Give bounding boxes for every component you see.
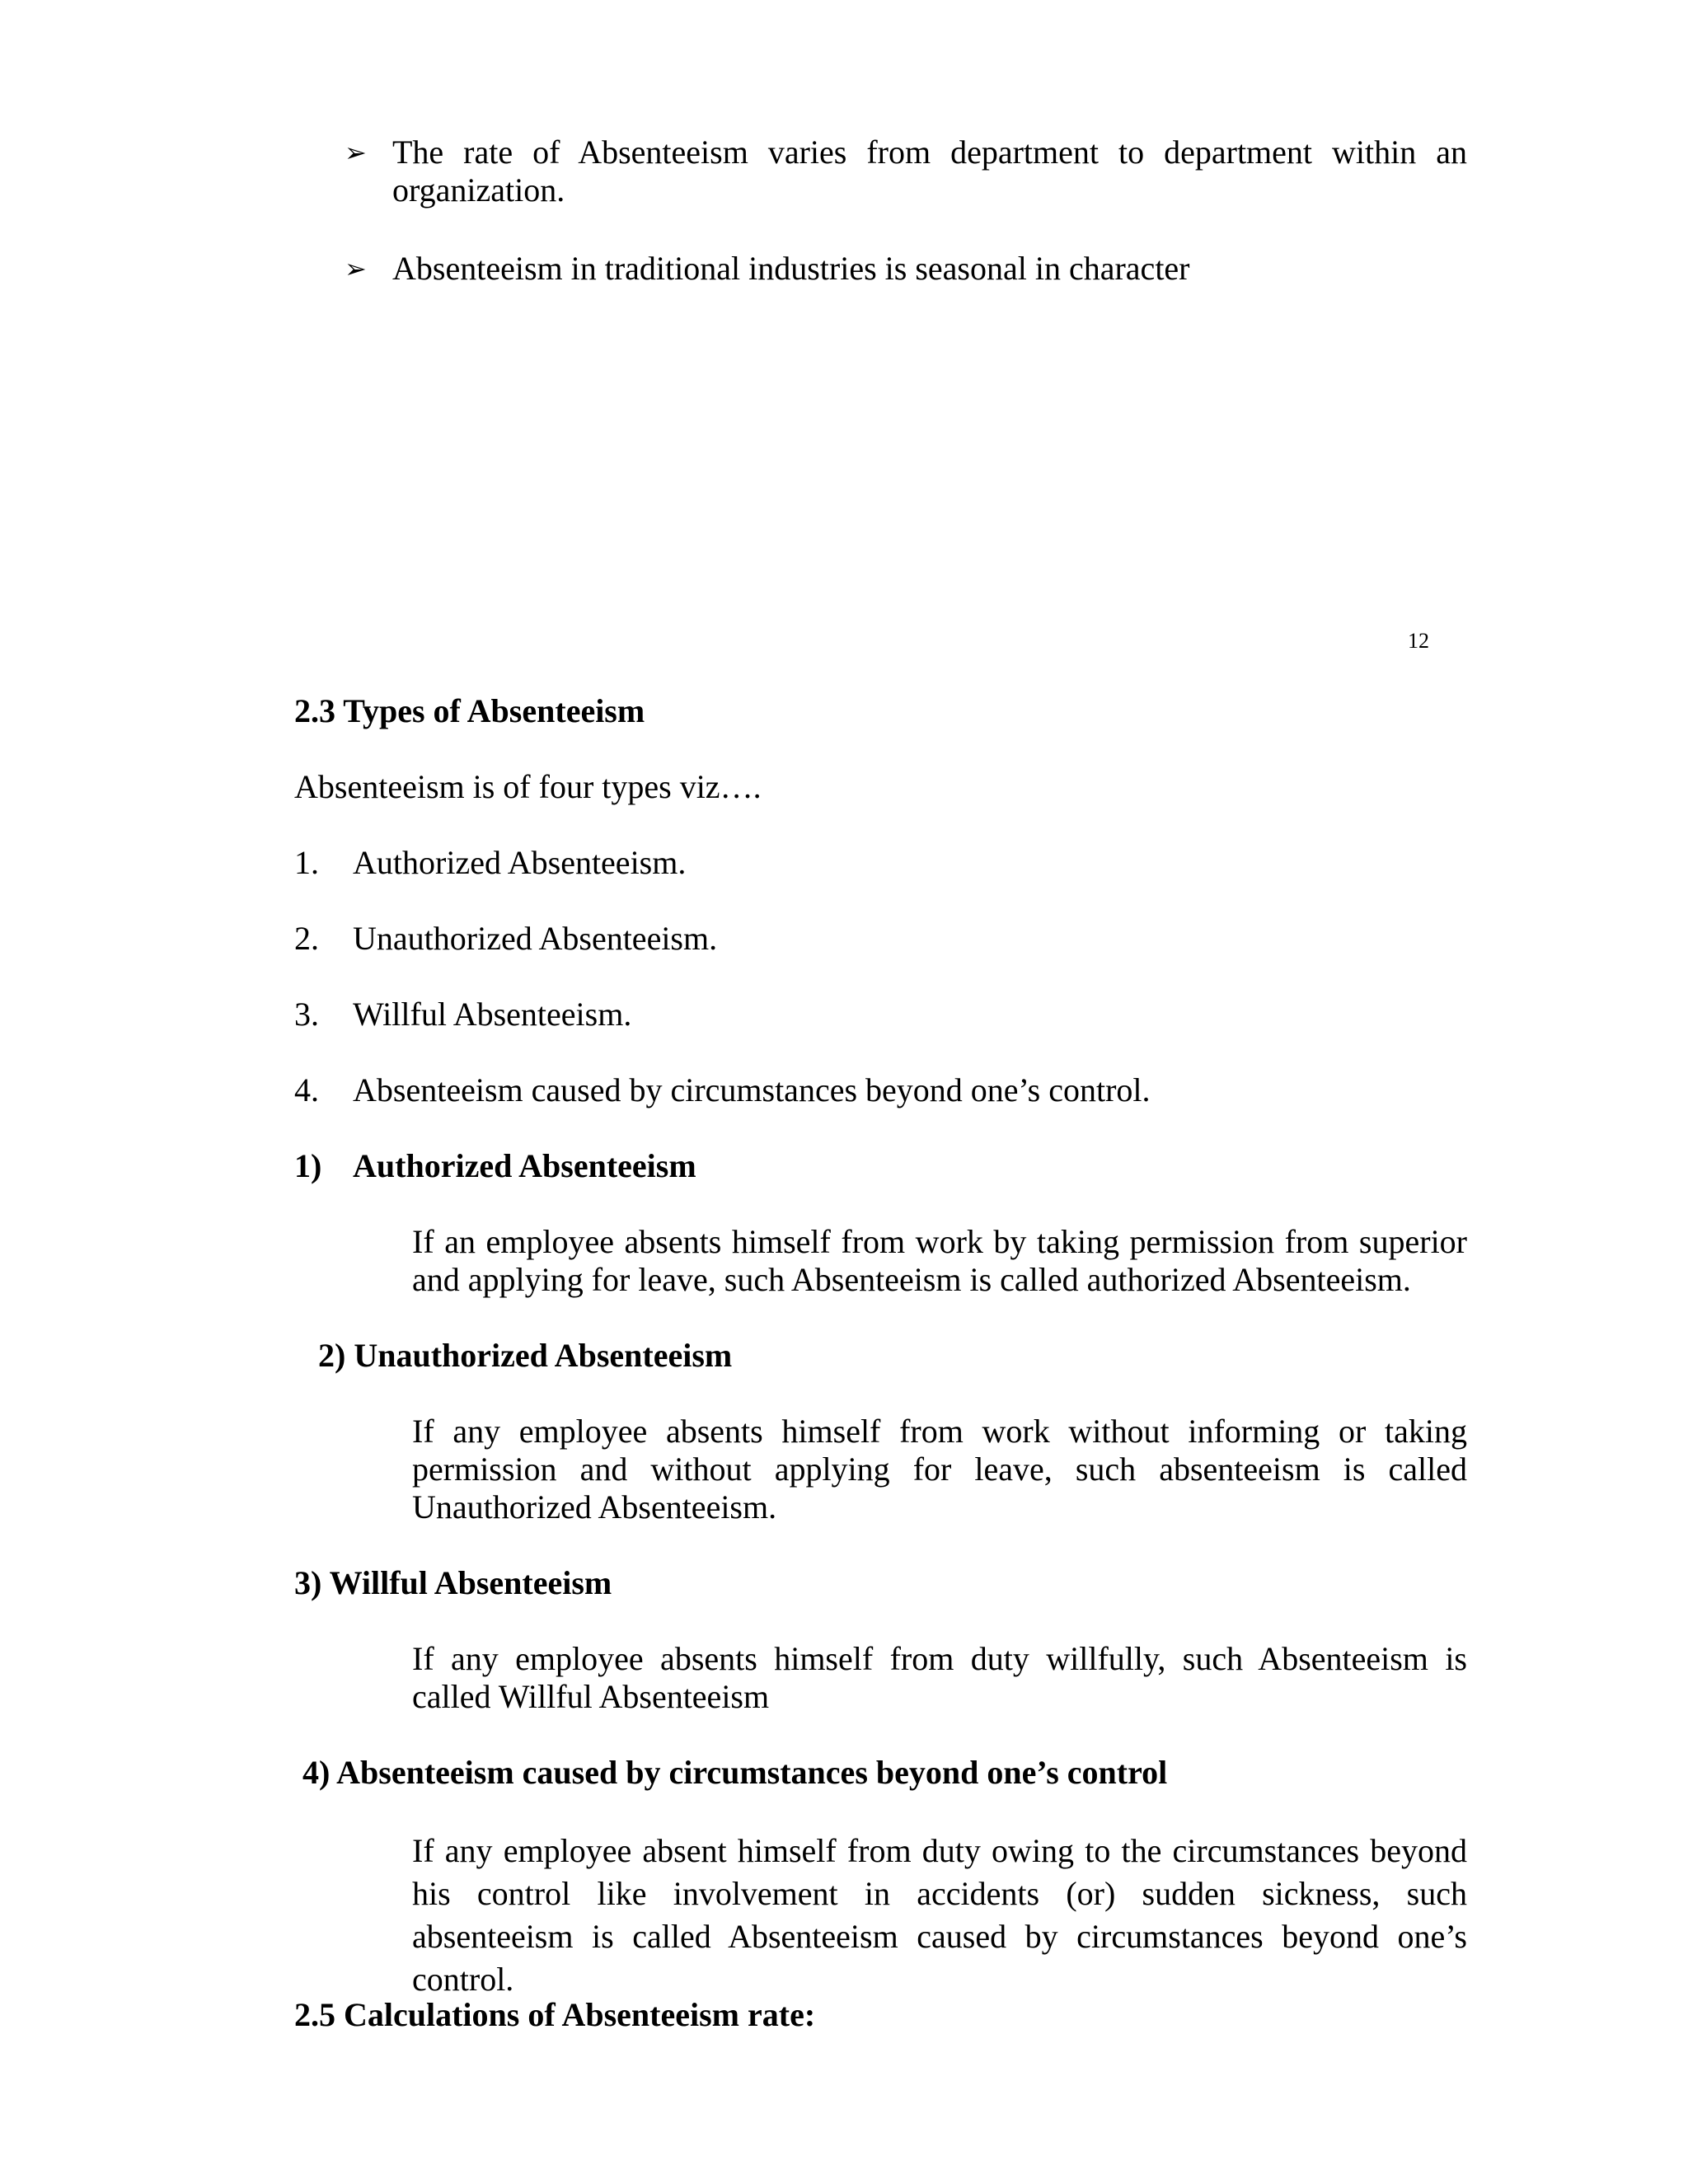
subsection-body: If any employee absent himself from duty owing to the circumstances beyond his control like involvement in accidents (or) sudden sickness, such absenteeism is called Absenteeism caused by circumstances beyond one’s control. <box>412 1832 1467 1998</box>
arrowhead-bullet-icon: ➢ <box>345 253 367 284</box>
list-item-number: 2. <box>294 920 319 957</box>
subsection-heading: 4) Absenteeism caused by circumstances beyond one’s control <box>302 1754 1168 1791</box>
bullet-text: The rate of Absenteeism varies from department to department within an organization. <box>392 134 1467 209</box>
list-item: Unauthorized Absenteeism. <box>353 920 718 957</box>
subsection-heading: 2) Unauthorized Absenteeism <box>318 1337 733 1374</box>
subsection-number: 1) <box>294 1147 322 1184</box>
page-number: 12 <box>1408 629 1429 653</box>
list-item: Willful Absenteeism. <box>353 996 632 1033</box>
list-item-number: 4. <box>294 1071 319 1108</box>
list-item: Absenteeism caused by circumstances beyond one’s control. <box>353 1071 1151 1108</box>
list-item-number: 3. <box>294 996 319 1033</box>
subsection-body: If any employee absents himself from duty willfully, such Absenteeism is called Willful Absenteeism <box>412 1640 1467 1715</box>
section-heading: 2.3 Types of Absenteeism <box>294 692 645 729</box>
intro-text: Absenteeism is of four types viz…. <box>294 768 762 805</box>
list-item-number: 1. <box>294 844 319 881</box>
list-item: Authorized Absenteeism. <box>353 844 687 881</box>
section-heading: 2.5 Calculations of Absenteeism rate: <box>294 1996 816 2033</box>
bullet-text: Absenteeism in traditional industries is seasonal in character <box>392 250 1190 287</box>
arrowhead-bullet-icon: ➢ <box>345 137 367 168</box>
subsection-heading: Authorized Absenteeism <box>353 1147 696 1184</box>
subsection-body: If an employee absents himself from work by taking permission from superior and applying for leave, such Absenteeism is called authorized Absenteeism. <box>412 1223 1467 1298</box>
subsection-body: If any employee absents himself from work without informing or taking permission and without applying for leave, such absenteeism is called Unauthorized Absenteeism. <box>412 1413 1467 1526</box>
subsection-heading: 3) Willful Absenteeism <box>294 1564 612 1601</box>
